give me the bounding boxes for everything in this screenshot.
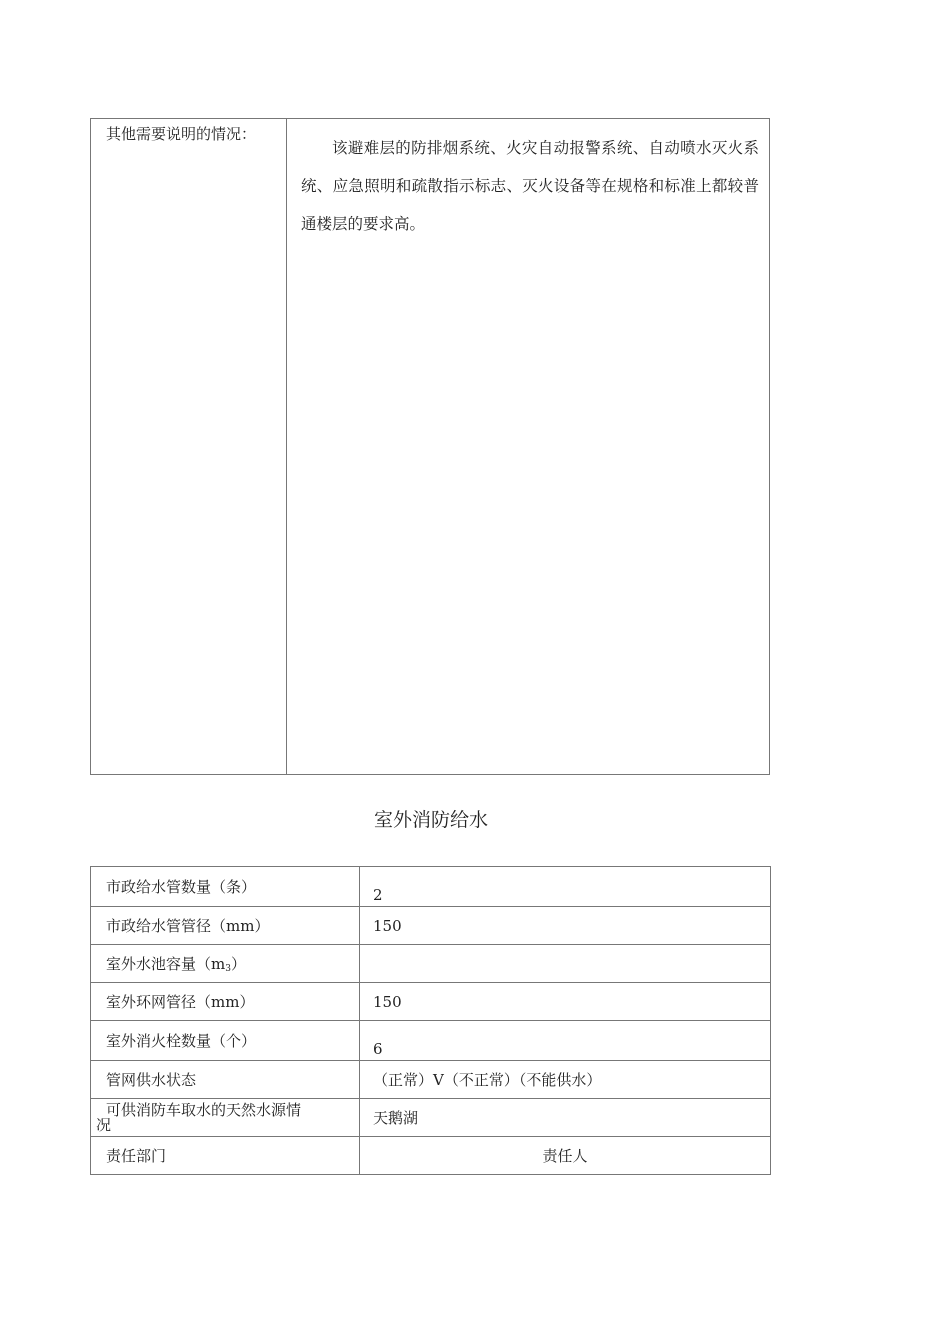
table-row [91,907,771,945]
table-row [91,945,771,983]
notes-box [90,118,770,775]
row-value: 150 [360,983,771,1021]
row-value: 150 [360,907,771,945]
row-label-sub: 3 [225,964,231,974]
table-row [91,867,771,907]
row-label: 责任部门 [91,1137,360,1175]
row-label [91,945,360,983]
row-label: 室外消火栓数量（个） [91,1021,360,1061]
row-value: 2 [360,867,771,907]
row-label-line1: 可供消防车取水的天然水源情 [106,1100,302,1119]
row-value [360,945,771,983]
row-label: 市政给水管管径（mm） [91,907,360,945]
row-label: 管网供水状态 [91,1061,360,1099]
row-label-main: 室外水池容量（m [106,955,226,973]
row-label: 市政给水管数量（条） [91,867,360,907]
row-label-line2: 况 [96,1115,112,1134]
row-value: （正常）V（不正常）（不能供水） [360,1061,771,1099]
notes-label: 其他需要说明的情况： [106,125,257,143]
section-title: 室外消防给水 [373,809,488,831]
row-value: 6 [360,1021,771,1061]
table-row [91,1137,771,1175]
table-row [91,1099,771,1137]
row-label-end: ） [230,955,246,973]
table-row [91,1021,771,1061]
row-value: 天鹅湖 [360,1099,771,1137]
table-row [91,983,771,1021]
row-label [91,1099,360,1137]
row-value: 责任人 [360,1137,771,1175]
outdoor-water-table [90,866,771,1175]
notes-divider [286,119,287,774]
row-label: 室外环网管径（mm） [91,983,360,1021]
table-row [91,1061,771,1099]
notes-text: 该避难层的防排烟系统、火灾自动报警系统、自动喷水灭火系统、应急照明和疏散指示标志、灭火设备等在规格和标准上都较普通楼层的要求高。 [301,139,759,233]
